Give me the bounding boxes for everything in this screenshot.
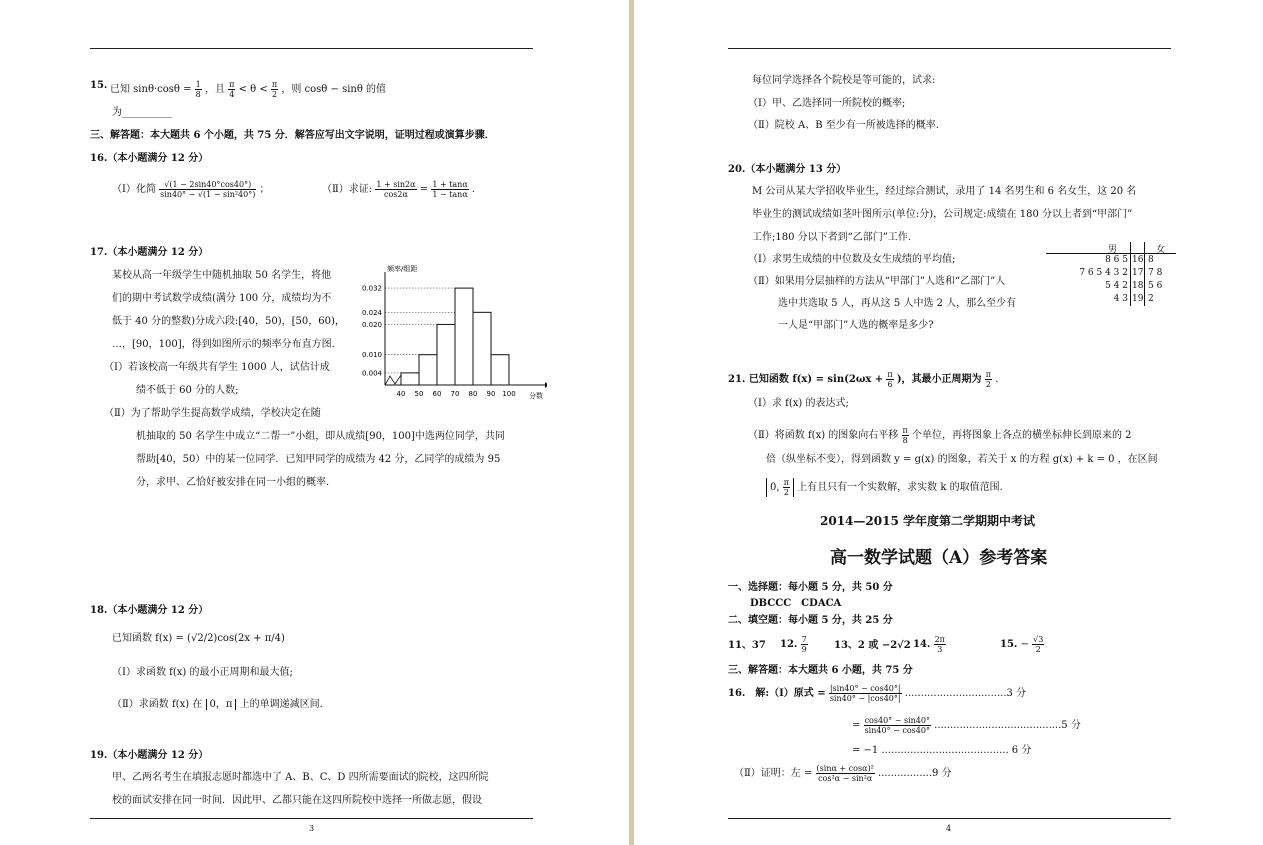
q15-range-b-n: π: [271, 80, 278, 89]
q21-part2-line3-text: 上有且只有一个实数解，求实数 k 的取值范围.: [797, 482, 1003, 493]
q16-part1-num: √(1 − 2sin40°cos40°): [159, 180, 256, 190]
y-tick-label: 0.032: [361, 284, 382, 293]
fill-15-frac: [1032, 635, 1044, 654]
q19-cont-3: （Ⅱ）院校 A、B 至少有一所被选择的概率.: [748, 120, 939, 131]
q15-line: [110, 80, 386, 99]
stem-leaf-stem: 19: [1132, 294, 1144, 304]
histogram-bar: [419, 355, 437, 385]
stem-leaf-male-row: 8 6 5: [1105, 255, 1128, 265]
stem-leaf-male-row: 5 4 2: [1105, 281, 1128, 291]
sol16-step1: [728, 684, 1026, 703]
q16-part1-frac: [159, 180, 256, 199]
histogram-bar: [401, 373, 419, 385]
q21-interval-d: 2: [783, 488, 789, 497]
q21-head-b: )，其最小正周期为: [896, 374, 982, 385]
q18-interval: 0，π: [206, 699, 237, 710]
q15-range-a: [228, 80, 235, 99]
q20-line-3: 工作;180 分以下者到“乙部门”工作.: [752, 232, 912, 243]
y-axis-label: 频率/组距: [387, 265, 418, 273]
x-tick-label: 80: [468, 390, 478, 398]
q15-frac: [195, 80, 202, 99]
q21-part2-line1: [748, 426, 1132, 445]
q21-head-frac: [886, 370, 893, 389]
stem-leaf-male-header: 男: [1108, 245, 1118, 255]
q21-part2-frac-d: 8: [902, 436, 908, 445]
q17-part1-b: 绩不低于 60 分的人数;: [136, 385, 239, 396]
q15-frac-n: 1: [195, 80, 201, 89]
bottom-rule: [90, 818, 533, 819]
q21-interval-a: 0,: [770, 482, 780, 493]
q15-text-a: 已知 sinθ·cosθ =: [110, 84, 192, 95]
q21-head-c: .: [995, 374, 999, 385]
answer-year-title: 2014—2015 学年度第二学期期中考试: [820, 514, 1035, 528]
q15-range-a-d: 4: [229, 90, 235, 99]
q20-part1: （Ⅰ）求男生成绩的中位数及女生成绩的平均值;: [748, 254, 956, 265]
fill-12-n: 7: [801, 635, 807, 644]
stem-leaf-stem: 16: [1132, 255, 1144, 265]
x-tick-label: 100: [502, 390, 516, 398]
q21-part2-frac-n: π: [902, 426, 908, 435]
q17-part2-line-2: 帮助[40，50）中的某一位同学．已知甲同学的成绩为 42 分，乙同学的成绩为 95: [136, 454, 501, 465]
fill-15-label: 15.: [1000, 639, 1018, 650]
q18-head: 18.（本小题满分 12 分）: [90, 605, 209, 616]
stem-leaf-female-header: 女: [1156, 245, 1166, 255]
q19-line-1: 甲、乙两名考生在填报志愿时都选中了 A、B、C、D 四所需要面试的院校，这四所院: [112, 772, 489, 783]
q16-part2-l-num: 1 + sin2α: [376, 180, 416, 189]
page-number: 4: [946, 824, 952, 833]
q18-part2-b: 上的单调递减区间.: [239, 699, 323, 710]
q18-part2-a: （Ⅱ）求函数 f(x) 在: [112, 699, 203, 710]
q21-interval-frac: [783, 478, 790, 497]
q17-line-4: …，[90，100]，得到如图所示的频率分布直方图．: [112, 339, 342, 350]
sol16-s1-frac: [829, 684, 902, 703]
histogram-bar: [455, 288, 473, 385]
q16-part2: [322, 180, 475, 199]
stem-leaf-male-row: 4 3: [1113, 294, 1128, 304]
sol16-s1-d: sin40° − |cos40°|: [829, 694, 901, 703]
q17-part2-a: （Ⅱ）为了帮助学生提高数学成绩，学校决定在随: [104, 408, 321, 419]
fill-14-d: 3: [937, 645, 943, 654]
q17-line-3: 低于 40 分的整数)分成六段:[40，50)，[50，60)，: [112, 316, 345, 327]
q21-head-frac2-n: π: [985, 370, 991, 379]
sol16-label: 16. 解:（Ⅰ）原式 =: [728, 688, 826, 699]
q17-part2-line-1: 机抽取的 50 名学生中成立“二帮一”小组，即从成绩[90，100]中选两位同学，共同: [136, 431, 505, 442]
q20-part2-line-1: （Ⅱ）如果用分层抽样的方法从“甲部门”人选和“乙部门”人: [748, 276, 1006, 287]
q15-text-b: ，且: [204, 84, 225, 95]
y-tick-label: 0.020: [361, 320, 382, 329]
x-tick-label: 70: [450, 390, 460, 398]
q15-text-d: ，则 cosθ − sinθ 的值: [281, 84, 387, 95]
y-tick-label: 0.024: [361, 308, 382, 317]
q21-part1: （Ⅰ）求 f(x) 的表达式;: [748, 398, 849, 409]
stem-leaf-female-row: 8: [1148, 255, 1154, 265]
q15-blank: 为__________: [112, 107, 172, 118]
histogram-bar: [491, 355, 509, 385]
frequency-histogram: [357, 262, 547, 402]
answer-s1-answers: DBCCC CDACA: [750, 598, 842, 609]
q16-part1: [112, 180, 270, 199]
q20-part2-line-3: 一人是“甲部门”人选的概率是多少?: [778, 320, 934, 331]
y-tick-label: 0.004: [361, 369, 382, 378]
axis-break: [385, 375, 401, 385]
histogram-bar: [473, 312, 491, 385]
q16-part2-tail: .: [471, 184, 476, 195]
x-tick-label: 50: [414, 390, 424, 398]
stem-leaf-plot: [1046, 242, 1176, 306]
q21-part2-line3: [766, 478, 1003, 497]
q15-range-a-n: π: [229, 80, 235, 89]
fill-12-d: 9: [801, 645, 807, 654]
y-tick-label: 0.010: [361, 351, 382, 360]
q17-head: 17.（本小题满分 12 分）: [90, 247, 209, 258]
fill-15: [1000, 635, 1044, 654]
q16-part2-left: [375, 180, 416, 199]
q17-part2-line-3: 分，求甲、乙恰好被安排在同一小组的概率．: [136, 477, 336, 488]
stem-divider-left: [1130, 242, 1131, 306]
stem-leaf-female-row: 5 6: [1148, 281, 1163, 291]
sol16-s2-n: cos40° − sin40°: [864, 716, 930, 725]
fill-15-sign: −: [1020, 639, 1029, 650]
q16-part2-r-num: 1 + tanα: [432, 180, 468, 189]
stem-divider-right: [1144, 242, 1145, 306]
q21-head-frac2-d: 2: [985, 380, 991, 389]
q20-line-1: M 公司从某大学招收毕业生，经过综合测试，录用了 14 名男生和 6 名女生，这 20 名: [752, 186, 1137, 197]
fill-15-n: √3: [1033, 635, 1044, 644]
q21-part2-a: （Ⅱ）将函数 f(x) 的图象向右平移: [748, 430, 899, 441]
q15-text-c: < θ <: [238, 84, 268, 95]
sol16-part2: [734, 764, 952, 783]
q16-head: 16.（本小题满分 12 分）: [90, 153, 209, 164]
answer-s2: 二、填空题：每小题 5 分，共 25 分: [728, 615, 893, 626]
section3-heading: 三、解答题：本大题共 6 个小题，共 75 分．解答应写出文字说明，证明过程或演算步骤．: [90, 130, 495, 141]
q21-part2-line2: 倍（纵坐标不变），得到函数 y = g(x) 的图象，若关于 x 的方程 g(x) + k = 0 ，在区间: [766, 454, 1158, 465]
q21-head-frac-d: 6: [887, 380, 893, 389]
q16-part1-label: （Ⅰ）化简: [112, 184, 156, 195]
fill-14-n: 2π: [934, 635, 945, 644]
left-page: [0, 0, 629, 845]
q21-head-a: 21. 已知函数 f(x) = sin(2ωx +: [728, 374, 884, 385]
fill-14: [913, 635, 946, 654]
answer-s1: 一、选择题：每小题 5 分，共 50 分: [728, 582, 893, 593]
sol16-p2-d: cos²α − sin²α: [818, 774, 873, 783]
fill-14-frac: [934, 635, 946, 654]
q16-part2-l-den: cos2α: [384, 190, 408, 199]
q19-cont-2: （Ⅰ）甲、乙选择同一所院校的概率;: [748, 98, 906, 109]
q21-part2-b: 个单位，再将图象上各点的横坐标伸长到原来的 2: [911, 430, 1132, 441]
q21-head: [728, 370, 998, 389]
q19-line-2: 校的面试安排在同一时间．因此甲、乙都只能在这四所院校中选择一所做志愿，假设: [112, 795, 482, 806]
q16-part2-r-den: 1 − tanα: [432, 190, 468, 199]
q16-part2-eq: =: [419, 184, 429, 195]
stem-leaf-stem: 17: [1132, 268, 1144, 278]
sol16-s2-d: sin40° − cos40°: [864, 726, 930, 735]
q18-part2: [112, 699, 323, 711]
histogram-bar: [437, 324, 455, 385]
q18-part1: （Ⅰ）求函数 f(x) 的最小正周期和最大值;: [112, 667, 293, 678]
sol16-p2-label: （Ⅱ）证明：左 =: [734, 768, 813, 779]
x-tick-label: 60: [432, 390, 442, 398]
fill-15-d: 2: [1035, 645, 1041, 654]
q15-label: 15.: [90, 80, 108, 91]
q17-line-1: 某校从高一年级学生中随机抽取 50 名学生，将他: [112, 270, 332, 281]
q18-line1: 已知函数 f(x) = (√2/2)cos(2x + π/4): [112, 633, 285, 644]
sol16-step2: [852, 716, 1081, 735]
q20-line-2: 毕业生的测试成绩如茎叶图所示(单位:分)，公司规定:成绩在 180 分以上者到“甲部门”: [752, 209, 1133, 220]
sol16-p2-tail: .................9 分: [878, 768, 952, 779]
top-rule: [90, 48, 533, 49]
answer-s3: 三、解答题：本大题共 6 小题，共 75 分: [728, 665, 913, 676]
fill-12-frac: [801, 635, 808, 654]
sol16-s2-frac: [864, 716, 931, 735]
sol16-s1-n: |sin40° − cos40°|: [829, 684, 901, 693]
q19-head: 19.（本小题满分 12 分）: [90, 750, 209, 761]
sol16-p2-n: (sinα + cosα)²: [816, 764, 874, 773]
x-tick-label: 90: [486, 390, 496, 398]
fill-12-label: 12.: [780, 639, 798, 650]
right-page: [634, 0, 1263, 845]
sol16-step3: = −1 ........................................ 6 分: [852, 745, 1032, 756]
x-tick-label: 40: [396, 390, 406, 398]
q21-part2-frac: [902, 426, 909, 445]
stem-leaf-female-row: 2: [1148, 294, 1154, 304]
q16-part1-tail: ；: [259, 184, 270, 195]
q20-head: 20.（本小题满分 13 分）: [728, 164, 847, 175]
q16-part1-den: sin40° − √(1 − sin²40°): [160, 190, 256, 199]
top-rule: [728, 48, 1171, 49]
sol16-p2-frac: [816, 764, 875, 783]
stem-leaf-stem: 18: [1132, 281, 1144, 291]
fill-13: 13、2 或 −2√2: [834, 640, 911, 651]
sol16-s1-tail: ................................3 分: [904, 688, 1027, 699]
q15-frac-d: 8: [195, 90, 201, 99]
q20-part2-line-2: 选中共选取 5 人，再从这 5 人中选 2 人，那么至少有: [778, 298, 1017, 309]
x-axis-arrow: [545, 382, 547, 388]
q21-interval: [766, 478, 794, 497]
q21-head-frac-n: π: [887, 370, 893, 379]
q17-line-2: 们的期中考试数学成绩(满分 100 分，成绩均为不: [112, 293, 332, 304]
fill-11: 11、37: [728, 640, 766, 651]
stem-leaf-female-row: 7 8: [1148, 268, 1163, 278]
q17-part1-a: （Ⅰ）若该校高一年级共有学生 1000 人，试估计成: [104, 362, 330, 373]
bottom-rule: [728, 818, 1171, 819]
sol16-s2-tail: ........................................5 分: [934, 720, 1081, 731]
answer-main-title: 高一数学试题（A）参考答案: [830, 548, 1048, 568]
x-axis-label: 分数: [529, 392, 543, 400]
q19-cont-1: 每位同学选择各个院校是等可能的，试求:: [752, 75, 936, 86]
q21-head-frac2: [985, 370, 992, 389]
q16-part2-label: （Ⅱ）求证:: [322, 184, 373, 195]
q15-range-b-d: 2: [272, 90, 278, 99]
q16-part2-right: [431, 180, 468, 199]
fill-14-label: 14.: [913, 639, 931, 650]
stem-leaf-male-row: 7 6 5 4 3 2: [1079, 268, 1128, 278]
q21-interval-n: π: [783, 478, 789, 487]
q15-range-b: [271, 80, 278, 99]
sol16-s2-eq: =: [852, 720, 861, 731]
fill-12: [780, 635, 808, 654]
page-number: 3: [309, 824, 315, 833]
